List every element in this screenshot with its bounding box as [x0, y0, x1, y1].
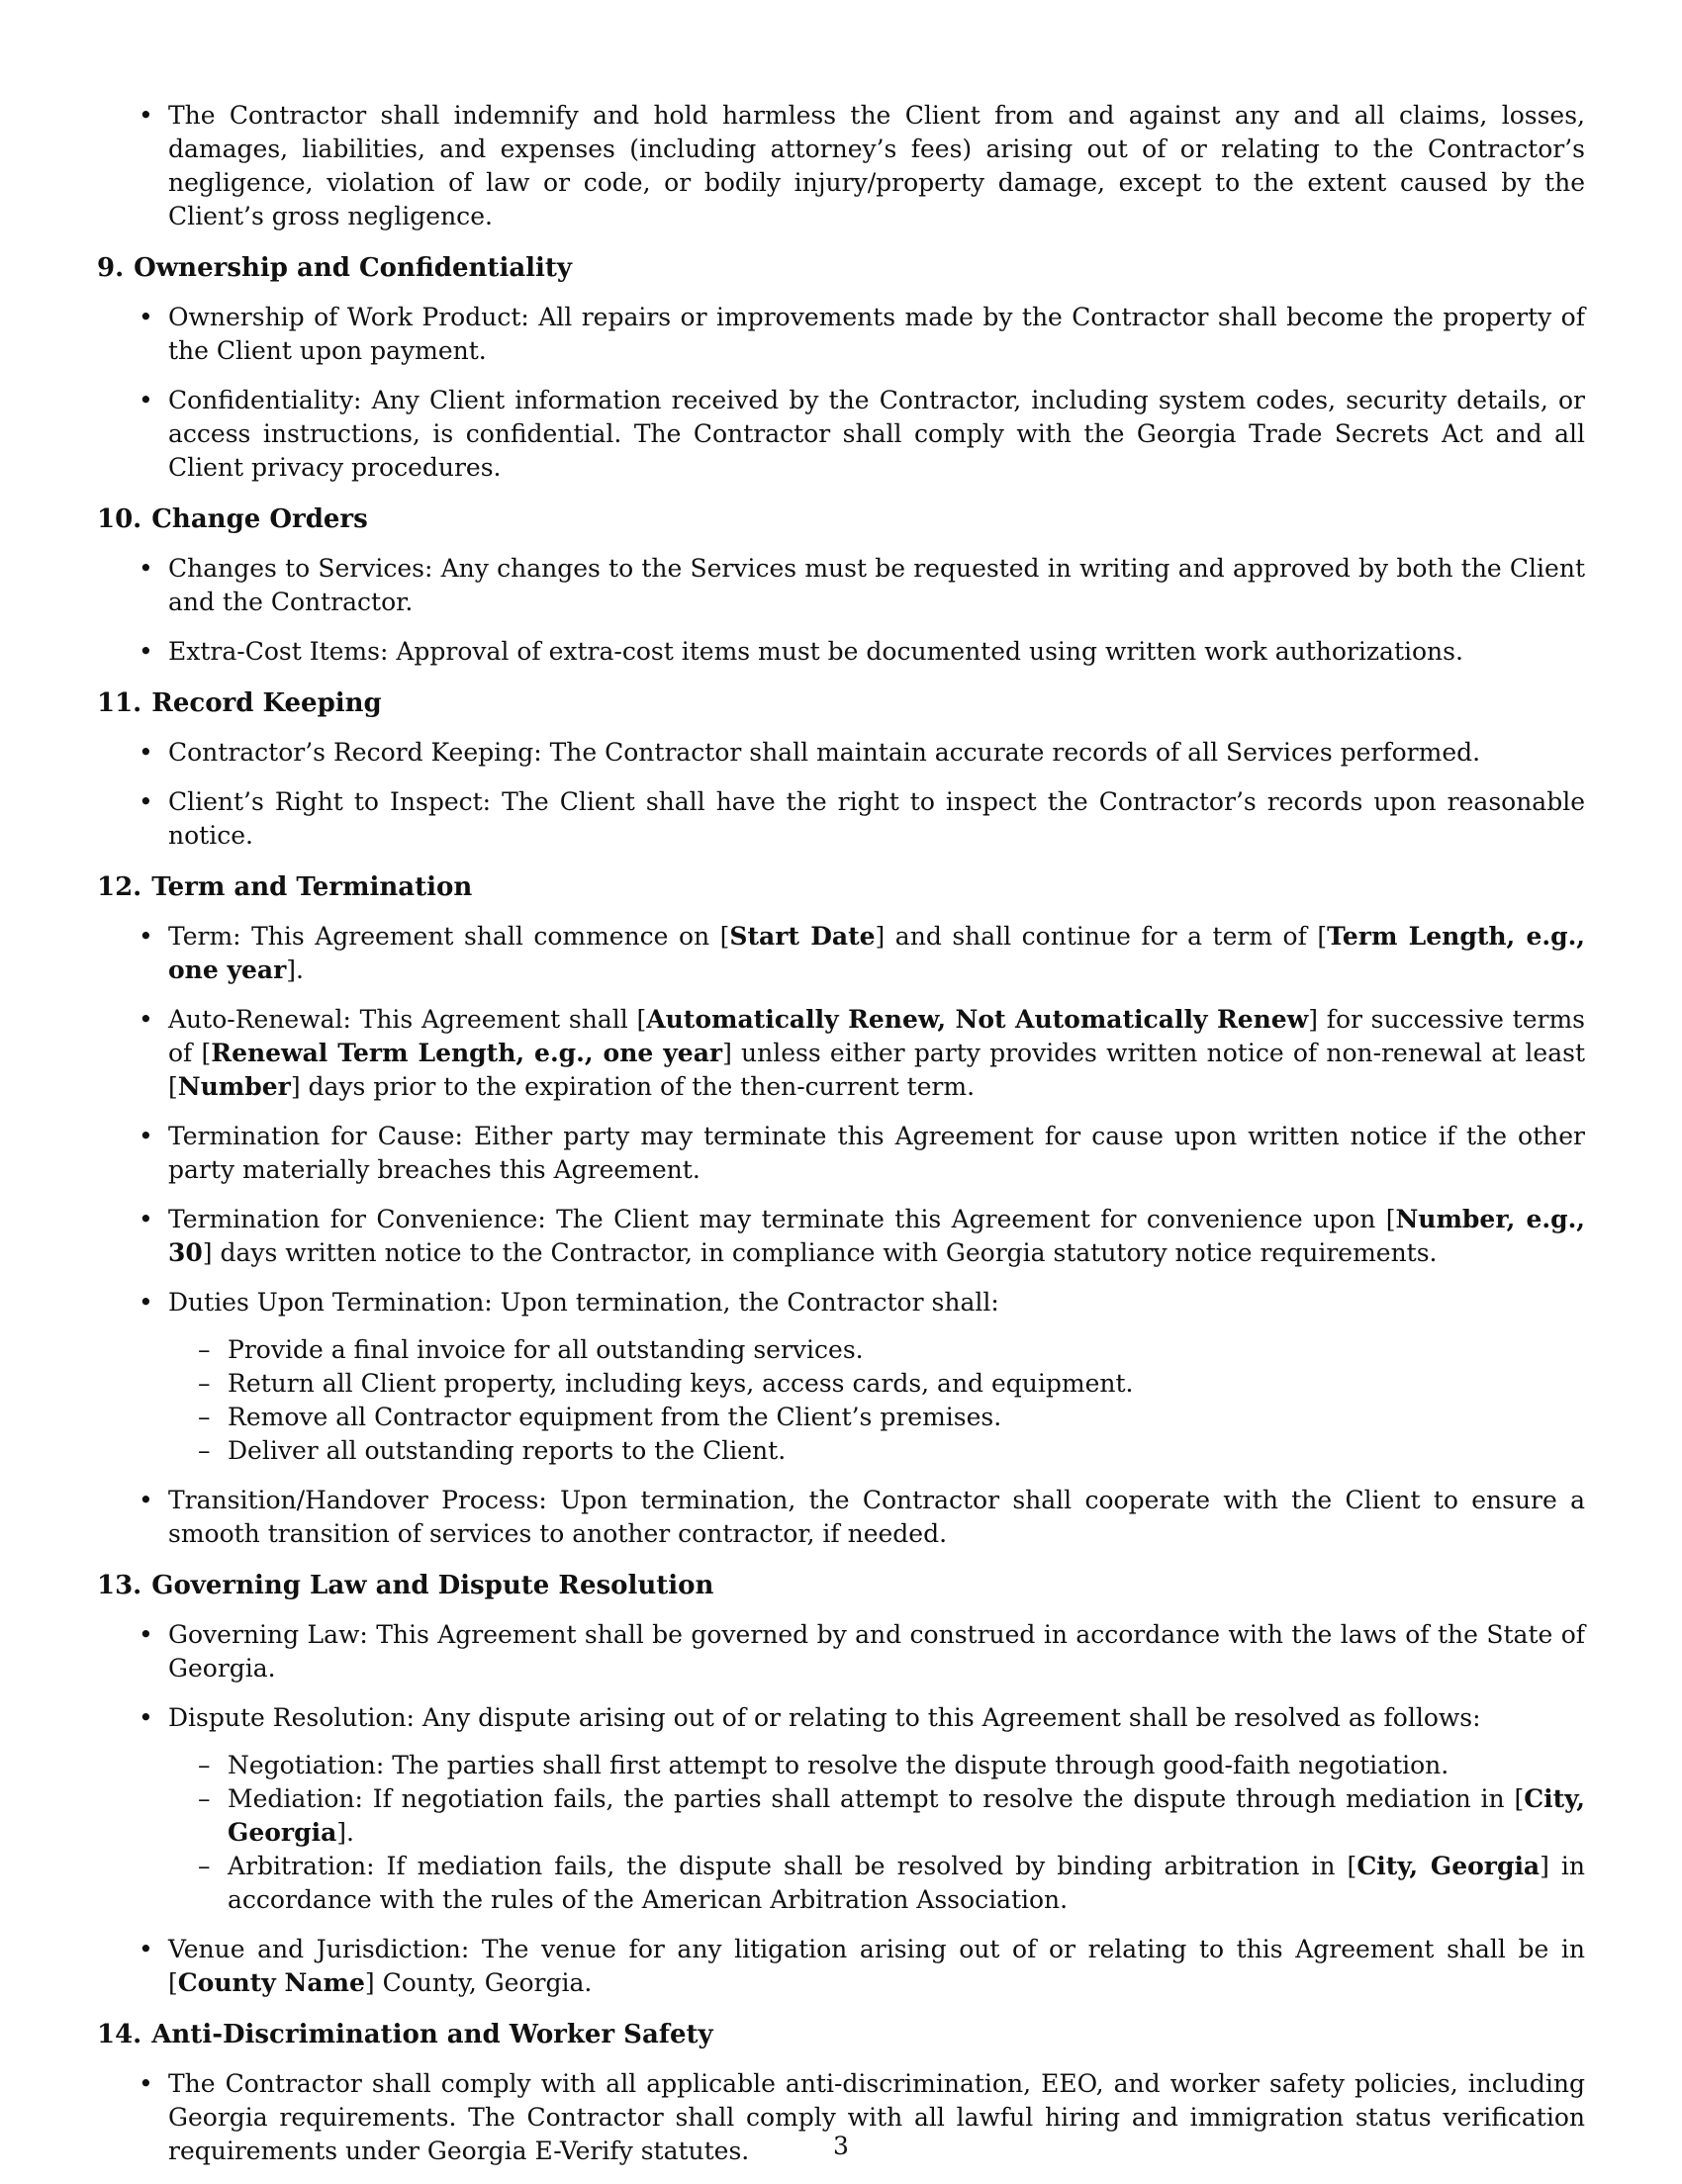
term-clause — [168, 920, 1585, 987]
mediation-city-placeholder: City, Georgia — [228, 1784, 1585, 1847]
convenience-days-placeholder: Number, e.g., 30 — [168, 1205, 1585, 1267]
section-title: Anti-Discrimination and Worker Safety — [151, 2020, 713, 2049]
inspection-clause: • Client’s Right to Inspect: The Client shall have the right to inspect the Contractor’s records upon reasonable notice. — [168, 785, 1585, 853]
renewal-option-placeholder: Automatically Renew, Not Automatically Renew — [646, 1005, 1309, 1034]
mediation-text: Mediation: If negotiation fails, the parties shall attempt to resolve the dispute through mediation in [ — [228, 1784, 1525, 1813]
duties-clause — [168, 1286, 1585, 1468]
section-number: 10. — [97, 504, 142, 534]
section-11-list — [168, 736, 1585, 853]
section-number: 12. — [97, 872, 142, 902]
section-9-list — [168, 301, 1585, 485]
mediation-text: ]. — [336, 1818, 354, 1847]
auto-renewal-clause — [168, 1003, 1585, 1104]
termination-cause-clause: • Termination for Cause: Either party may terminate this Agreement for cause upon written notice if the other party materially breaches this Agreement. — [168, 1120, 1585, 1187]
section-9-heading — [97, 251, 1585, 285]
section-number: 9. — [97, 253, 125, 283]
venue-clause — [168, 1933, 1585, 2000]
indemnity-list — [168, 99, 1585, 233]
duties-list — [228, 1333, 1585, 1468]
notice-days-placeholder: Number — [177, 1072, 291, 1101]
duty-item: – Remove all Contractor equipment from the Client’s premises. — [228, 1401, 1585, 1434]
term-text: ]. — [286, 956, 304, 984]
arbitration-step — [228, 1850, 1585, 1917]
document-body — [97, 99, 1585, 2184]
renewal-term-placeholder: Renewal Term Length, e.g., one year — [211, 1039, 723, 1067]
convenience-text: ] days written notice to the Contractor, in compliance with Georgia statutory notice requirements. — [202, 1238, 1438, 1267]
start-date-placeholder: Start Date — [729, 922, 876, 951]
section-number: 13. — [97, 1571, 142, 1600]
arbitration-city-placeholder: City, Georgia — [1356, 1852, 1541, 1880]
arbitration-text: ] in accordance with the rules of the American Arbitration Association. — [228, 1852, 1585, 1914]
section-11-heading — [97, 686, 1585, 720]
negotiation-step: – Negotiation: The parties shall first attempt to resolve the dispute through good-faith negotiation. — [228, 1749, 1585, 1782]
section-title: Record Keeping — [151, 688, 382, 718]
anti-discrimination-clause: • The Contractor shall comply with all applicable anti-discrimination, EEO, and worker safety policies, including Georgia requirements. The Contractor shall comply with all lawful hiring and immigration status verification requirements under Georgia E-Verify statutes. — [168, 2067, 1585, 2168]
duty-item: – Deliver all outstanding reports to the Client. — [228, 1434, 1585, 1468]
arbitration-text: Arbitration: If mediation fails, the dispute shall be resolved by binding arbitration in [ — [228, 1852, 1357, 1880]
duty-item: – Provide a final invoice for all outstanding services. — [228, 1333, 1585, 1367]
renewal-text: Auto-Renewal: This Agreement shall [ — [168, 1005, 647, 1034]
venue-text: Venue and Jurisdiction: The venue for any litigation arising out of or relating to this Agreement shall be in [ — [168, 1935, 1585, 1997]
renewal-text: ] days prior to the expiration of the then-current term. — [290, 1072, 976, 1101]
section-number: 14. — [97, 2020, 142, 2049]
term-text: Term: This Agreement shall commence on [ — [168, 922, 730, 951]
section-10-list — [168, 552, 1585, 669]
section-12-list — [168, 920, 1585, 1551]
extra-cost-clause: • Extra-Cost Items: Approval of extra-cost items must be documented using written work authorizations. — [168, 635, 1585, 669]
convenience-text: Termination for Convenience: The Client may terminate this Agreement for convenience upon [ — [168, 1205, 1396, 1233]
dispute-steps-list — [228, 1749, 1585, 1917]
section-title: Governing Law and Dispute Resolution — [151, 1571, 714, 1600]
section-number: 11. — [97, 688, 142, 718]
term-text: ] and shall continue for a term of [ — [875, 922, 1328, 951]
venue-text: ] County, Georgia. — [364, 1968, 593, 1997]
county-placeholder: County Name — [177, 1968, 365, 1997]
duty-item: – Return all Client property, including keys, access cards, and equipment. — [228, 1367, 1585, 1401]
record-keeping-clause: • Contractor’s Record Keeping: The Contractor shall maintain accurate records of all Services performed. — [168, 736, 1585, 770]
governing-law-clause: • Governing Law: This Agreement shall be governed by and construed in accordance with the laws of the State of Georgia. — [168, 1618, 1585, 1685]
section-title: Change Orders — [151, 504, 368, 534]
changes-clause: • Changes to Services: Any changes to the Services must be requested in writing and approved by both the Client and the Contractor. — [168, 552, 1585, 619]
transition-clause: • Transition/Handover Process: Upon termination, the Contractor shall cooperate with the Client to ensure a smooth transition of services to another contractor, if needed. — [168, 1484, 1585, 1551]
section-title: Term and Termination — [151, 872, 473, 902]
section-13-list — [168, 1618, 1585, 2000]
section-10-heading — [97, 502, 1585, 536]
section-13-heading — [97, 1569, 1585, 1602]
duties-intro: Duties Upon Termination: Upon termination, the Contractor shall: — [168, 1288, 999, 1317]
ownership-clause: • Ownership of Work Product: All repairs or improvements made by the Contractor shall become the property of the Client upon payment. — [168, 301, 1585, 368]
term-length-placeholder: Term Length, e.g., one year — [168, 922, 1586, 984]
section-title: Ownership and Confidentiality — [134, 253, 573, 283]
dispute-resolution-clause — [168, 1701, 1585, 1917]
termination-convenience-clause — [168, 1203, 1585, 1270]
section-12-heading — [97, 870, 1585, 904]
renewal-text: ] for successive terms of [ — [168, 1005, 1585, 1067]
dispute-intro: Dispute Resolution: Any dispute arising out of or relating to this Agreement shall be resolved as follows: — [168, 1703, 1481, 1732]
mediation-step — [228, 1782, 1585, 1850]
page-number: 3 — [833, 2132, 849, 2160]
section-14-heading — [97, 2018, 1585, 2051]
renewal-text: ] unless either party provides written notice of non-renewal at least [ — [168, 1039, 1585, 1101]
indemnity-clause: • The Contractor shall indemnify and hold harmless the Client from and against any and all claims, losses, damages, liabilities, and expenses (including attorney’s fees) arising out of or relating to the Contractor’s negligence, violation of law or code, or bodily injury/property damage, except to the extent caused by the Client’s gross negligence. — [168, 99, 1585, 233]
confidentiality-clause: • Confidentiality: Any Client information received by the Contractor, including system codes, security details, or access instructions, is confidential. The Contractor shall comply with the Georgia Trade Secrets Act and all Client privacy procedures. — [168, 384, 1585, 485]
